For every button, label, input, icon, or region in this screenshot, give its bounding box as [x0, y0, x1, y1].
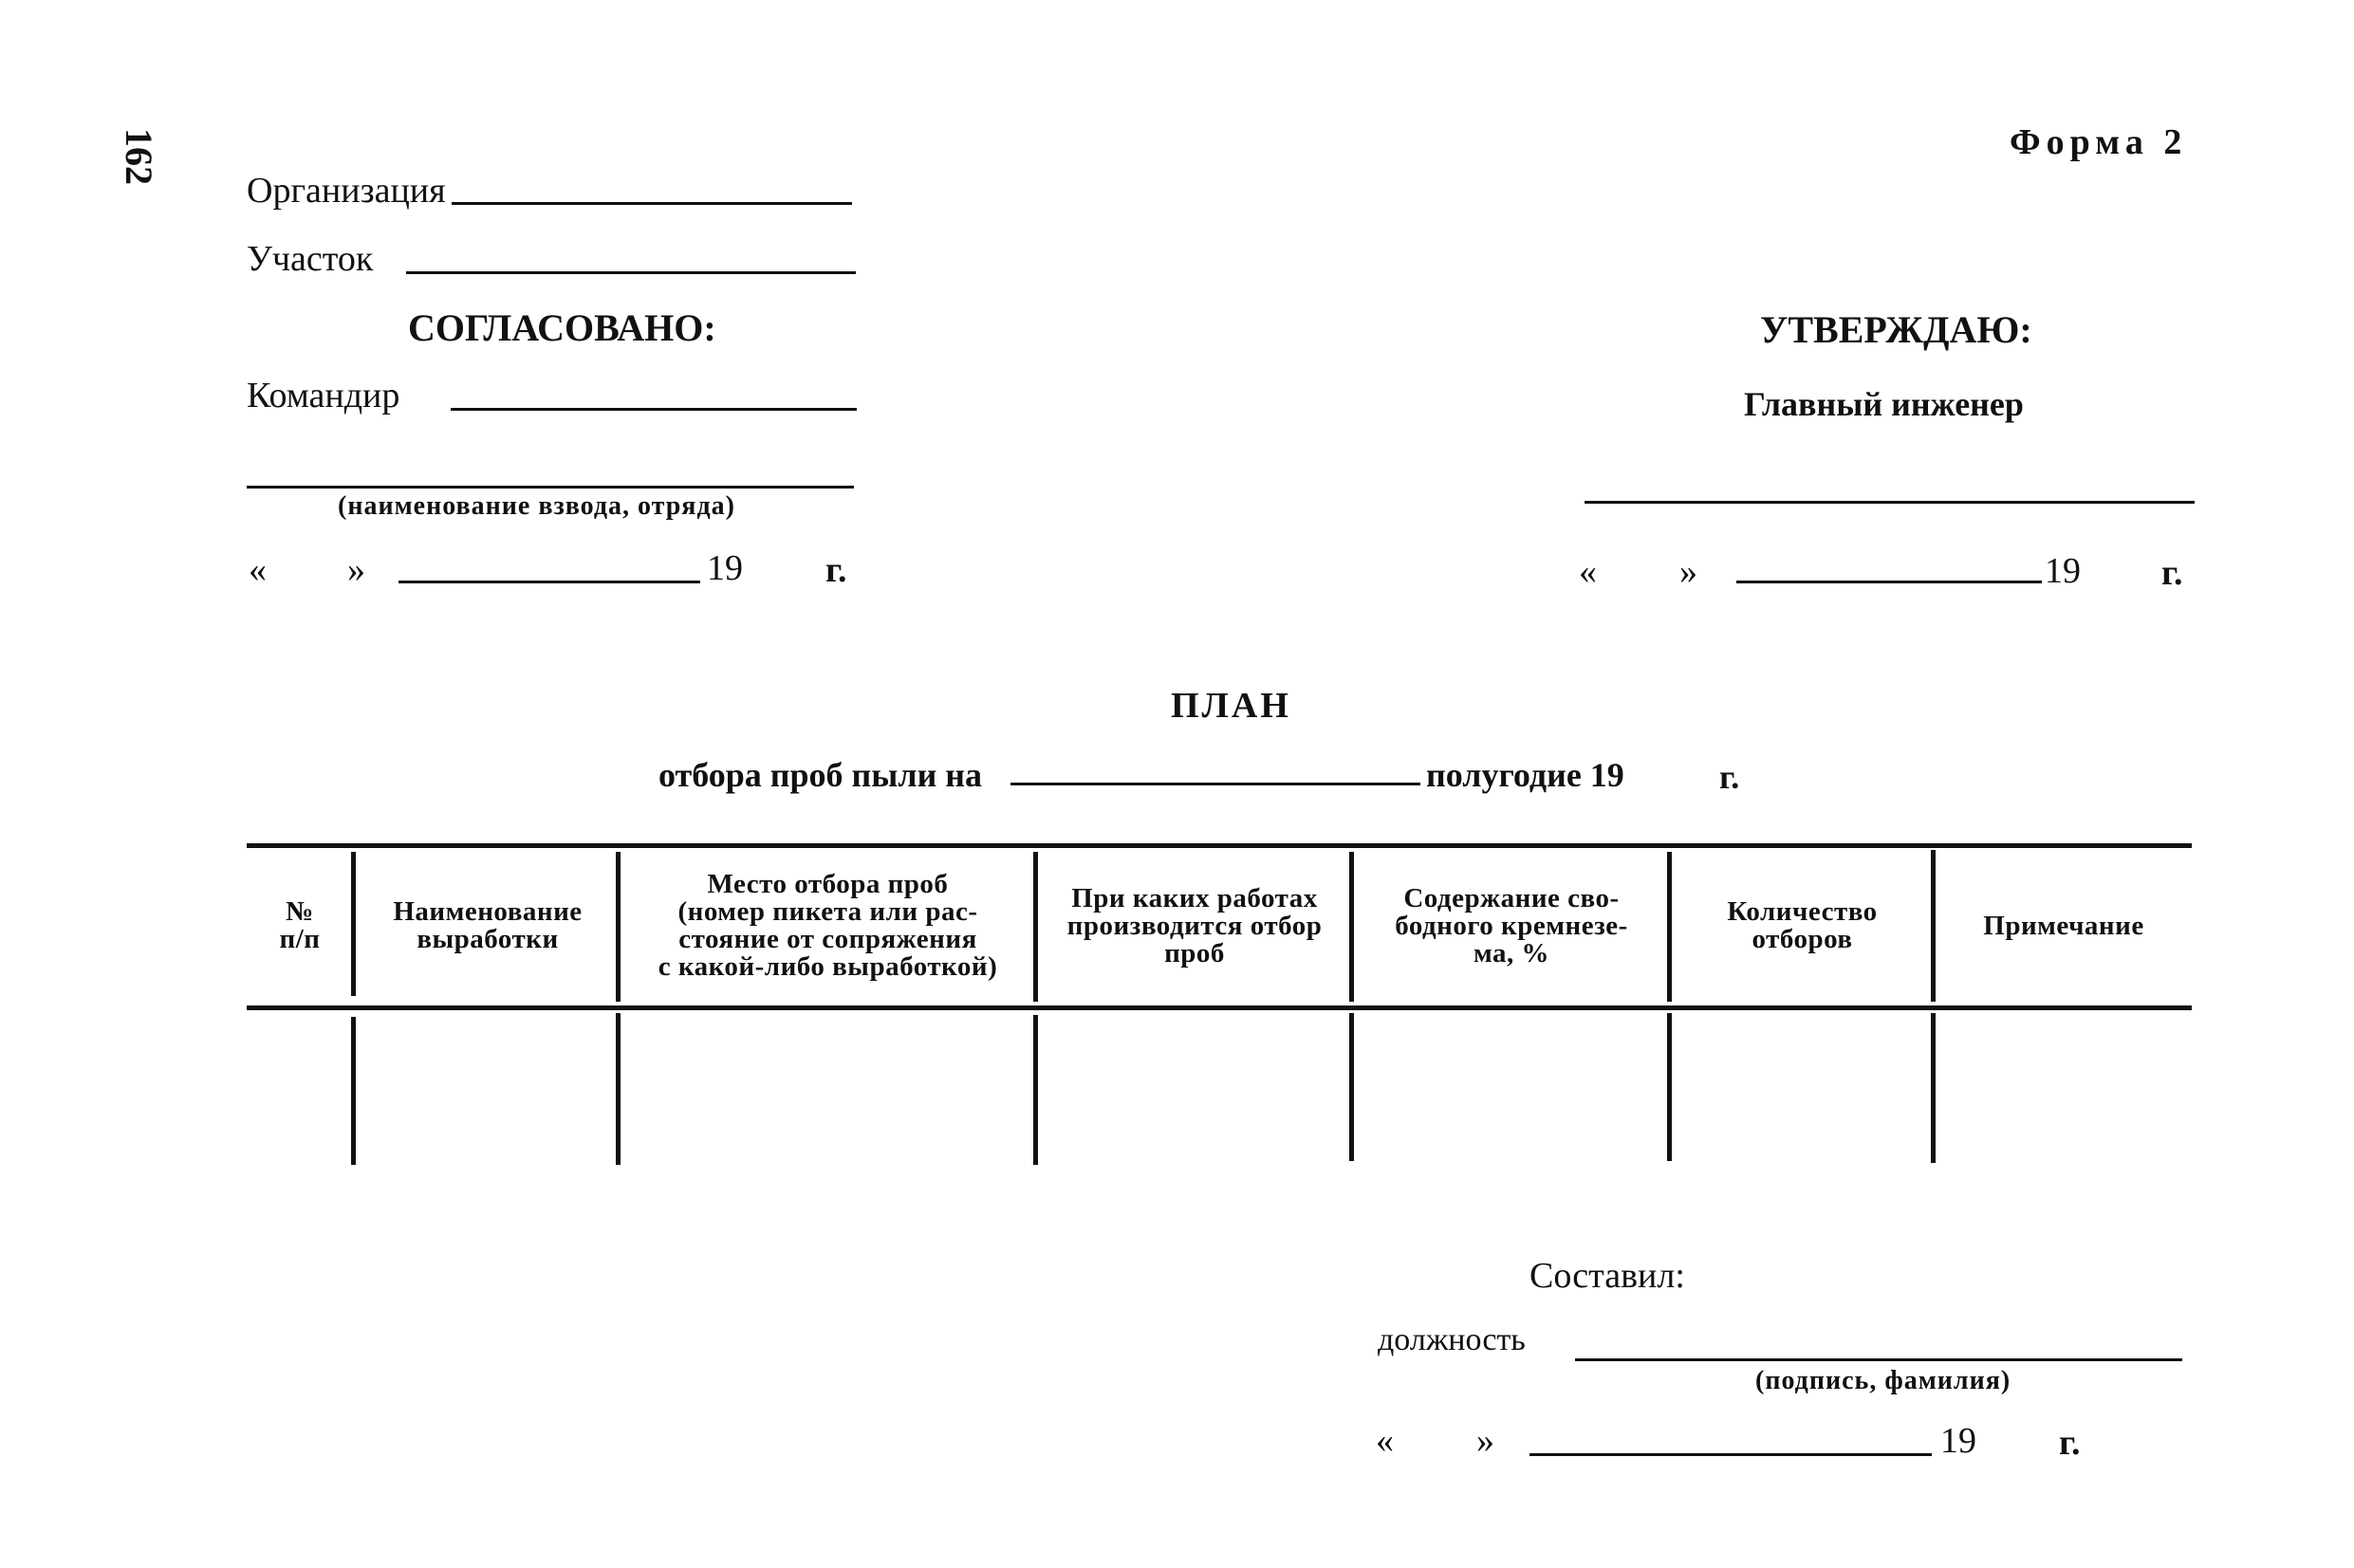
- body-col-separator: [1033, 1015, 1038, 1165]
- signature-caption: (подпись, фамилия): [1755, 1366, 2011, 1395]
- plan-title: ПЛАН: [1171, 686, 1291, 726]
- chief-engineer-field[interactable]: [1585, 501, 2195, 504]
- header-col-separator: [1667, 852, 1672, 1002]
- footer-date-year-suffix: г.: [2059, 1423, 2081, 1463]
- header-col-separator: [1349, 852, 1354, 1002]
- header-col-separator: [1033, 852, 1038, 1002]
- approve-heading: УТВЕРЖДАЮ:: [1760, 308, 2032, 351]
- plan-subtitle-suffix: г.: [1719, 758, 1740, 796]
- organization-field[interactable]: [452, 202, 852, 205]
- header-sampling-place: Место отбора проб (номер пикета или рас- стояние от сопряжения с какой-либо выработкой): [658, 869, 998, 982]
- unit-field[interactable]: [247, 486, 854, 489]
- chief-engineer-label: Главный инженер: [1744, 385, 2024, 423]
- body-col-separator: [616, 1013, 621, 1165]
- body-col-separator: [351, 1017, 356, 1165]
- plan-subtitle-prefix: отбора проб пыли на: [658, 756, 983, 794]
- page-number: 162: [118, 128, 160, 185]
- form-label: Форма 2: [2010, 122, 2188, 162]
- footer-date-close-quote: »: [1476, 1421, 1494, 1461]
- unit-caption: (наименование взвода, отряда): [338, 491, 735, 521]
- left-date-field[interactable]: [399, 581, 700, 583]
- right-date-year: 19: [2045, 551, 2081, 591]
- right-date-open-quote: «: [1579, 552, 1597, 592]
- section-field[interactable]: [406, 271, 856, 274]
- header-col-separator: [616, 852, 621, 1002]
- compiled-label: Составил:: [1529, 1256, 1685, 1296]
- body-col-separator: [1349, 1013, 1354, 1161]
- header-number: № п/п: [279, 896, 321, 954]
- right-date-close-quote: »: [1679, 552, 1697, 592]
- agreed-heading: СОГЛАСОВАНО:: [408, 306, 716, 349]
- header-notes: Примечание: [1983, 910, 2144, 941]
- plan-subtitle-middle: полугодие 19: [1426, 756, 1624, 794]
- commander-field[interactable]: [451, 408, 857, 411]
- footer-date-field[interactable]: [1529, 1453, 1932, 1456]
- header-working-name: Наименование выработки: [393, 896, 583, 954]
- section-label: Участок: [247, 239, 374, 279]
- organization-label: Организация: [247, 171, 446, 211]
- half-year-field[interactable]: [1010, 783, 1420, 785]
- header-col-separator: [1931, 850, 1936, 1002]
- commander-label: Командир: [247, 376, 400, 415]
- header-col-separator: [351, 852, 356, 996]
- right-date-year-suffix: г.: [2161, 553, 2183, 593]
- header-silica-content: Содержание сво- бодного кремнезе- ма, %: [1395, 882, 1628, 968]
- footer-date-open-quote: «: [1376, 1421, 1394, 1461]
- left-date-close-quote: »: [347, 550, 365, 590]
- position-signature-field[interactable]: [1575, 1358, 2182, 1361]
- left-date-year: 19: [707, 548, 743, 588]
- body-col-separator: [1931, 1013, 1936, 1163]
- header-sample-count: Количество отборов: [1727, 896, 1878, 954]
- body-col-separator: [1667, 1013, 1672, 1161]
- right-date-field[interactable]: [1736, 581, 2042, 583]
- footer-date-year: 19: [1940, 1421, 1976, 1461]
- position-label: должность: [1378, 1322, 1526, 1357]
- header-works: При каких работах производится отбор проб: [1066, 882, 1323, 968]
- left-date-year-suffix: г.: [825, 550, 847, 590]
- left-date-open-quote: «: [249, 550, 267, 590]
